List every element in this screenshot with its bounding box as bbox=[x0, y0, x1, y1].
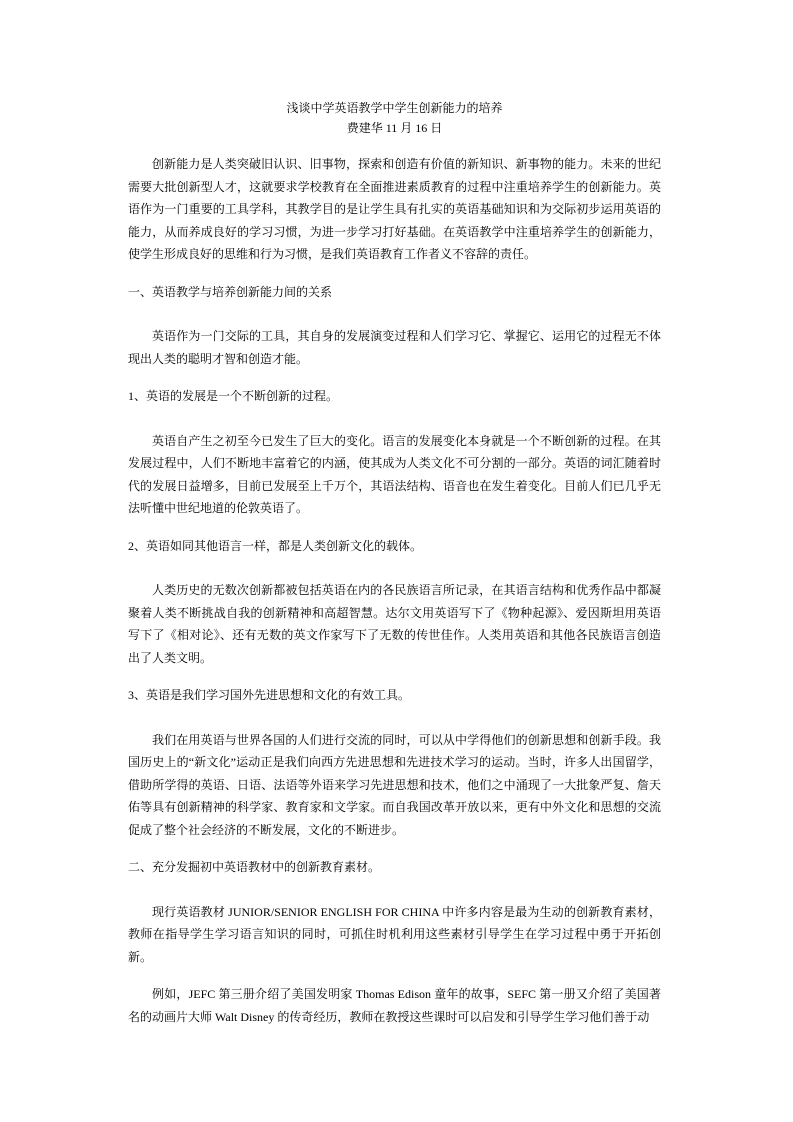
document-content bbox=[128, 98, 661, 1028]
document-body bbox=[128, 153, 661, 1028]
document-byline: 费建华 11 月 16 日 bbox=[346, 121, 443, 135]
document-title: 浅谈中学英语教学中学生创新能力的培养 bbox=[286, 101, 503, 115]
heading: 2、英语如同其他语言一样，都是人类创新文化的载体。 bbox=[128, 538, 423, 553]
paragraph: 创新能力是人类突破旧认识、旧事物，探索和创造有价值的新知识、新事物的能力。未来的世纪需要大批创新型人才，这就要求学校教育在全面推进素质教育的过程中注重培养学生的创新能力。英语作为一门重要的工具学科，其教学目的是让学生具有扎实的英语基础知识和为交际初步运用英语的能力，从而养成良好的学习习惯，为进一步学习打好基础。在英语教学中注重培养学生的创新能力，使学生形成良好的思维和行为习惯，是我们英语教育工作者义不容辞的责任。 bbox=[128, 157, 661, 261]
paragraph: 英语作为一门交际的工具，其自身的发展演变过程和人们学习它、掌握它、运用它的过程无不体现出人类的聪明才智和创造才能。 bbox=[128, 329, 661, 366]
paragraph: 英语自产生之初至今已发生了巨大的变化。语言的发展变化本身就是一个不断创新的过程。在其发展过程中，人们不断地丰富着它的内涵，使其成为人类文化不可分割的一部分。英语的词汇随着时代的发展日益增多，目前已发展至上千万个，其语法结构、语音也在发生着变化。目前人们已几乎无法听懂中世纪地道的伦敦英语了。 bbox=[128, 433, 661, 515]
heading: 1、英语的发展是一个不断创新的过程。 bbox=[128, 389, 339, 403]
paragraph: 人类历史的无数次创新都被包括英语在内的各民族语言所记录，在其语言结构和优秀作品中都凝聚着人类不断挑战自我的创新精神和高超智慧。达尔文用英语写下了《物种起源》、爱因斯坦用英语写下了《相对论》、还有无数的英文作家写下了无数的传世佳作。人类用英语和其他各民族语言创造出了人类文明。 bbox=[128, 583, 661, 665]
heading: 一、英语教学与培养创新能力间的关系 bbox=[128, 284, 333, 299]
heading: 3、英语是我们学习国外先进思想和文化的有效工具。 bbox=[128, 688, 411, 702]
heading: 二、充分发掘初中英语教材中的创新教育素材。 bbox=[128, 860, 381, 874]
paragraph: 例如，JEFC 第三册介绍了美国发明家 Thomas Edison 童年的故事，SEFC 第一册又介绍了美国著名的动画片大师 Walt Disney 的传奇经历，教师在教授这些课时可以启发和引导学生学习他们善于动 bbox=[128, 987, 661, 1024]
paragraph: 现行英语教材 JUNIOR/SENIOR ENGLISH FOR CHINA 中许多内容是最为生动的创新教育素材，教师在指导学生学习语言知识的同时，可抓住时机利用这些素材引导学生在学习过程中勇于开拓创新。 bbox=[128, 904, 661, 964]
paragraph: 我们在用英语与世界各国的人们进行交流的同时，可以从中学得他们的创新思想和创新手段。我国历史上的“新文化”运动正是我们向西方先进思想和先进技术学习的运动。当时，许多人出国留学，借助所学得的英语、日语、法语等外语来学习先进思想和技术，他们之中涌现了一大批象严复、詹天佑等具有创新精神的科学家、教育家和文学家。而自我国改革开放以来，更有中外文化和思想的交流促成了整个社会经济的不断发展，文化的不断进步。 bbox=[128, 732, 661, 837]
